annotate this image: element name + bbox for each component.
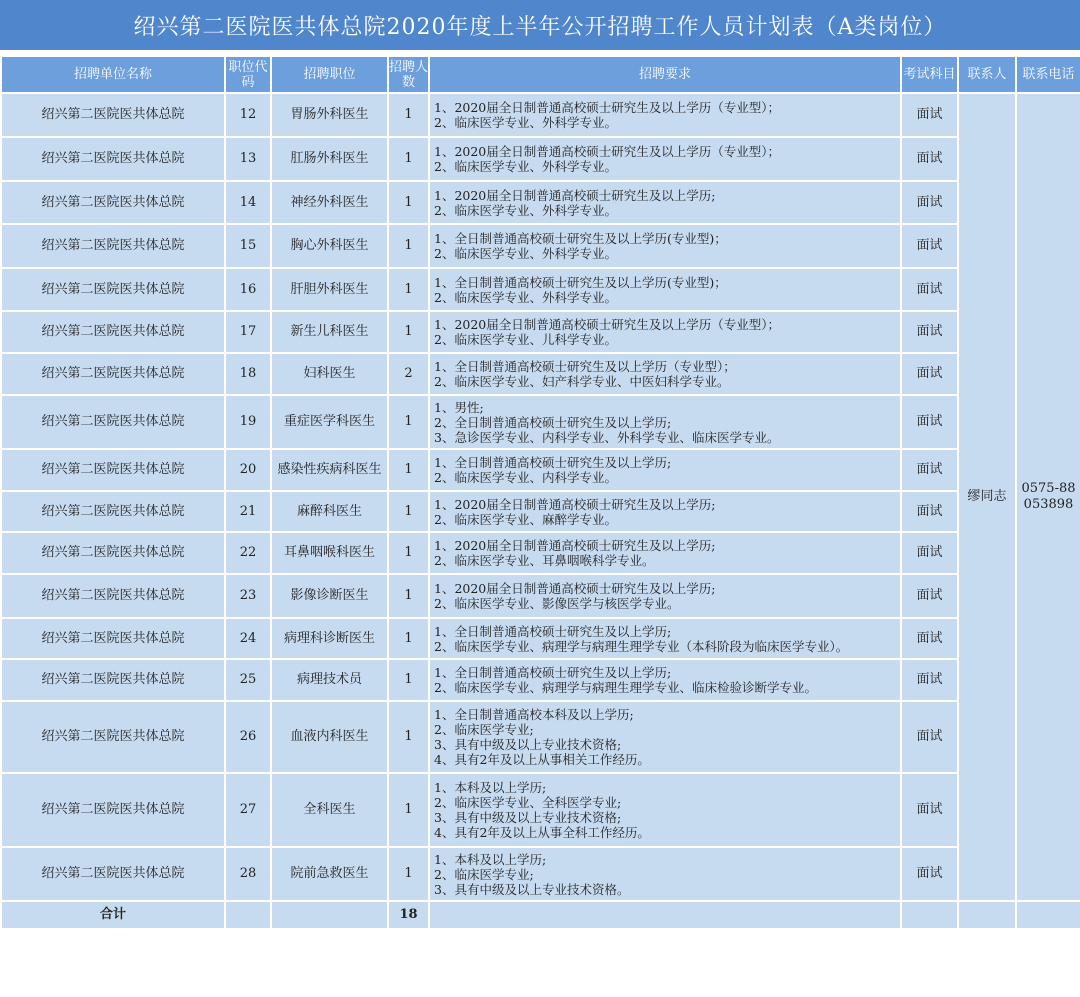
total-label: 合计 xyxy=(1,901,225,929)
table-row xyxy=(1,847,1080,901)
requirement-line: 2、临床医学专业、外科学专业。 xyxy=(434,289,617,305)
count-cell: 1 xyxy=(388,618,429,659)
exam-cell: 面试 xyxy=(901,93,958,137)
count-cell: 1 xyxy=(388,137,429,181)
requirement-line: 2、临床医学专业、内科学专业。 xyxy=(434,470,617,485)
exam-cell: 面试 xyxy=(901,395,958,449)
unit-cell: 绍兴第二医院医共体总院 xyxy=(1,311,225,353)
code-cell: 19 xyxy=(225,395,271,449)
unit-cell: 绍兴第二医院医共体总院 xyxy=(1,395,225,449)
exam-cell: 面试 xyxy=(901,491,958,532)
requirement-line: 2、临床医学专业、外科学专业。 xyxy=(434,115,617,130)
unit-cell: 绍兴第二医院医共体总院 xyxy=(1,491,225,532)
requirements-cell xyxy=(429,181,901,224)
requirement-line: 2、全日制普通高校硕士研究生及以上学历; xyxy=(434,414,672,430)
header-requirements: 招聘要求 xyxy=(429,56,901,93)
position-cell: 新生儿科医生 xyxy=(271,311,388,353)
requirement-line: 1、2020届全日制普通高校硕士研究生及以上学历; xyxy=(434,187,716,203)
exam-cell: 面试 xyxy=(901,181,958,224)
count-cell: 1 xyxy=(388,847,429,901)
count-cell: 1 xyxy=(388,449,429,491)
count-cell: 1 xyxy=(388,491,429,532)
position-cell: 肛肠外科医生 xyxy=(271,137,388,181)
position-cell: 全科医生 xyxy=(271,773,388,847)
requirements-cell xyxy=(429,532,901,574)
code-cell: 21 xyxy=(225,491,271,532)
requirement-line: 1、2020届全日制普通高校硕士研究生及以上学历（专业型）； xyxy=(434,317,781,332)
exam-cell: 面试 xyxy=(901,449,958,491)
code-cell: 28 xyxy=(225,847,271,901)
unit-cell: 绍兴第二医院医共体总院 xyxy=(1,137,225,181)
count-cell: 1 xyxy=(388,659,429,701)
code-cell: 23 xyxy=(225,574,271,618)
header-code: 职位代码 xyxy=(225,56,271,93)
requirement-line: 1、男性; xyxy=(434,399,484,415)
code-cell: 14 xyxy=(225,181,271,224)
requirement-line: 2、临床医学专业、病理学与病理生理学专业、临床检验诊断学专业。 xyxy=(434,680,817,695)
position-cell: 病理科诊断医生 xyxy=(271,618,388,659)
requirement-line: 2、临床医学专业、麻醉学专业。 xyxy=(434,511,617,527)
table-row xyxy=(1,395,1080,449)
header-contact: 联系人 xyxy=(958,56,1016,93)
requirement-line: 1、全日制普通高校硕士研究生及以上学历; xyxy=(434,455,672,470)
exam-cell: 面试 xyxy=(901,847,958,901)
unit-cell: 绍兴第二医院医共体总院 xyxy=(1,847,225,901)
requirement-line: 4、具有2年及以上从事相关工作经历。 xyxy=(434,752,650,767)
position-cell: 感染性疾病科医生 xyxy=(271,449,388,491)
count-cell: 1 xyxy=(388,268,429,311)
exam-cell: 面试 xyxy=(901,353,958,395)
requirement-line: 1、2020届全日制普通高校硕士研究生及以上学历; xyxy=(434,496,716,512)
requirement-line: 2、临床医学专业、儿科学专业。 xyxy=(434,332,617,347)
requirement-line: 2、临床医学专业、外科学专业。 xyxy=(434,246,617,261)
exam-cell: 面试 xyxy=(901,659,958,701)
table-row xyxy=(1,93,1080,137)
position-cell: 血液内科医生 xyxy=(271,701,388,773)
table-row xyxy=(1,353,1080,395)
unit-cell: 绍兴第二医院医共体总院 xyxy=(1,659,225,701)
table-row xyxy=(1,574,1080,618)
requirement-line: 1、全日制普通高校硕士研究生及以上学历; xyxy=(434,623,672,639)
requirements-cell xyxy=(429,618,901,659)
code-cell: 16 xyxy=(225,268,271,311)
requirement-line: 3、具有中级及以上专业技术资格; xyxy=(434,810,622,825)
exam-cell: 面试 xyxy=(901,268,958,311)
position-cell: 麻醉科医生 xyxy=(271,491,388,532)
exam-cell: 面试 xyxy=(901,137,958,181)
count-cell: 1 xyxy=(388,532,429,574)
unit-cell: 绍兴第二医院医共体总院 xyxy=(1,449,225,491)
requirements-cell xyxy=(429,137,901,181)
table-row xyxy=(1,491,1080,532)
table-row xyxy=(1,311,1080,353)
exam-cell: 面试 xyxy=(901,574,958,618)
unit-cell: 绍兴第二医院医共体总院 xyxy=(1,353,225,395)
requirement-line: 1、全日制普通高校硕士研究生及以上学历; xyxy=(434,665,672,680)
header-row xyxy=(1,56,1080,93)
position-cell: 院前急救医生 xyxy=(271,847,388,901)
count-cell: 1 xyxy=(388,181,429,224)
unit-cell: 绍兴第二医院医共体总院 xyxy=(1,618,225,659)
requirement-line: 3、具有中级及以上专业技术资格。 xyxy=(434,881,630,897)
position-cell: 重症医学科医生 xyxy=(271,395,388,449)
requirements-cell xyxy=(429,268,901,311)
requirement-line: 1、本科及以上学历; xyxy=(434,851,547,867)
exam-cell: 面试 xyxy=(901,224,958,268)
exam-cell: 面试 xyxy=(901,532,958,574)
table-row xyxy=(1,137,1080,181)
header-count: 招聘人数 xyxy=(388,56,429,93)
count-cell: 1 xyxy=(388,93,429,137)
exam-cell: 面试 xyxy=(901,618,958,659)
requirements-cell xyxy=(429,353,901,395)
requirement-line: 2、临床医学专业; xyxy=(434,866,534,882)
requirement-line: 3、具有中级及以上专业技术资格; xyxy=(434,737,622,752)
exam-cell: 面试 xyxy=(901,701,958,773)
position-cell: 胃肠外科医生 xyxy=(271,93,388,137)
requirement-line: 4、具有2年及以上从事全科工作经历。 xyxy=(434,825,650,840)
requirement-line: 2、临床医学专业、耳鼻咽喉科学专业。 xyxy=(434,553,655,568)
unit-cell: 绍兴第二医院医共体总院 xyxy=(1,93,225,137)
requirement-line: 2、临床医学专业、外科学专业。 xyxy=(434,159,617,174)
unit-cell: 绍兴第二医院医共体总院 xyxy=(1,773,225,847)
count-cell: 1 xyxy=(388,574,429,618)
total-row xyxy=(1,901,1080,929)
position-cell: 耳鼻咽喉科医生 xyxy=(271,532,388,574)
requirements-cell xyxy=(429,491,901,532)
requirements-cell xyxy=(429,773,901,847)
header-phone: 联系电话 xyxy=(1016,56,1080,93)
position-cell: 妇科医生 xyxy=(271,353,388,395)
count-cell: 2 xyxy=(388,353,429,395)
table-row xyxy=(1,701,1080,773)
code-cell: 25 xyxy=(225,659,271,701)
position-cell: 胸心外科医生 xyxy=(271,224,388,268)
requirement-line: 1、全日制普通高校本科及以上学历; xyxy=(434,707,634,722)
position-cell: 影像诊断医生 xyxy=(271,574,388,618)
table-row xyxy=(1,224,1080,268)
count-cell: 1 xyxy=(388,701,429,773)
code-cell: 17 xyxy=(225,311,271,353)
requirements-cell xyxy=(429,659,901,701)
table-row xyxy=(1,449,1080,491)
requirement-line: 1、2020届全日制普通高校硕士研究生及以上学历（专业型）； xyxy=(434,144,781,159)
requirement-line: 2、临床医学专业、影像医学与核医学专业。 xyxy=(434,596,680,611)
requirement-line: 1、本科及以上学历; xyxy=(434,780,547,795)
code-cell: 26 xyxy=(225,701,271,773)
code-cell: 13 xyxy=(225,137,271,181)
position-cell: 病理技术员 xyxy=(271,659,388,701)
count-cell: 1 xyxy=(388,224,429,268)
requirements-cell xyxy=(429,395,901,449)
contact-cell: 缪同志 xyxy=(958,93,1016,901)
code-cell: 20 xyxy=(225,449,271,491)
requirement-line: 2、临床医学专业; xyxy=(434,722,534,737)
total-count: 18 xyxy=(388,901,429,929)
exam-cell: 面试 xyxy=(901,773,958,847)
requirement-line: 1、2020届全日制普通高校硕士研究生及以上学历; xyxy=(434,538,716,553)
code-cell: 12 xyxy=(225,93,271,137)
requirement-line: 2、临床医学专业、外科学专业。 xyxy=(434,202,617,218)
table-row xyxy=(1,618,1080,659)
requirements-cell xyxy=(429,224,901,268)
requirement-line: 2、临床医学专业、病理学与病理生理学专业（本科阶段为临床医学专业）。 xyxy=(434,638,849,654)
code-cell: 24 xyxy=(225,618,271,659)
requirement-line: 2、临床医学专业、全科医学专业; xyxy=(434,795,622,810)
page-title: 绍兴第二医院医共体总院2020年度上半年公开招聘工作人员计划表（A类岗位） xyxy=(0,0,1080,50)
phone-cell: 0575-88053898 xyxy=(1016,93,1080,901)
table-row xyxy=(1,268,1080,311)
requirements-cell xyxy=(429,701,901,773)
requirement-line: 2、临床医学专业、妇产科学专业、中医妇科学专业。 xyxy=(434,374,730,389)
position-cell: 肝胆外科医生 xyxy=(271,268,388,311)
unit-cell: 绍兴第二医院医共体总院 xyxy=(1,181,225,224)
count-cell: 1 xyxy=(388,773,429,847)
table-row xyxy=(1,181,1080,224)
exam-cell: 面试 xyxy=(901,311,958,353)
code-cell: 27 xyxy=(225,773,271,847)
requirements-cell xyxy=(429,449,901,491)
requirements-cell xyxy=(429,93,901,137)
requirement-line: 1、2020届全日制普通高校硕士研究生及以上学历; xyxy=(434,581,716,596)
header-unit: 招聘单位名称 xyxy=(1,56,225,93)
count-cell: 1 xyxy=(388,311,429,353)
unit-cell: 绍兴第二医院医共体总院 xyxy=(1,701,225,773)
header-position: 招聘职位 xyxy=(271,56,388,93)
unit-cell: 绍兴第二医院医共体总院 xyxy=(1,224,225,268)
code-cell: 18 xyxy=(225,353,271,395)
count-cell: 1 xyxy=(388,395,429,449)
code-cell: 22 xyxy=(225,532,271,574)
requirements-cell xyxy=(429,311,901,353)
header-exam: 考试科目 xyxy=(901,56,958,93)
unit-cell: 绍兴第二医院医共体总院 xyxy=(1,532,225,574)
unit-cell: 绍兴第二医院医共体总院 xyxy=(1,268,225,311)
code-cell: 15 xyxy=(225,224,271,268)
requirements-cell xyxy=(429,847,901,901)
requirements-cell xyxy=(429,574,901,618)
position-cell: 神经外科医生 xyxy=(271,181,388,224)
table-row xyxy=(1,773,1080,847)
requirement-line: 1、2020届全日制普通高校硕士研究生及以上学历（专业型）； xyxy=(434,100,781,115)
unit-cell: 绍兴第二医院医共体总院 xyxy=(1,574,225,618)
table-row xyxy=(1,532,1080,574)
table-row xyxy=(1,659,1080,701)
requirement-line: 3、急诊医学专业、内科学专业、外科学专业、临床医学专业。 xyxy=(434,429,780,445)
requirement-line: 1、全日制普通高校硕士研究生及以上学历(专业型)； xyxy=(434,274,727,290)
requirement-line: 1、全日制普通高校硕士研究生及以上学历(专业型)； xyxy=(434,231,727,246)
requirement-line: 1、全日制普通高校硕士研究生及以上学历（专业型）； xyxy=(434,359,736,374)
recruitment-table xyxy=(0,55,1080,930)
